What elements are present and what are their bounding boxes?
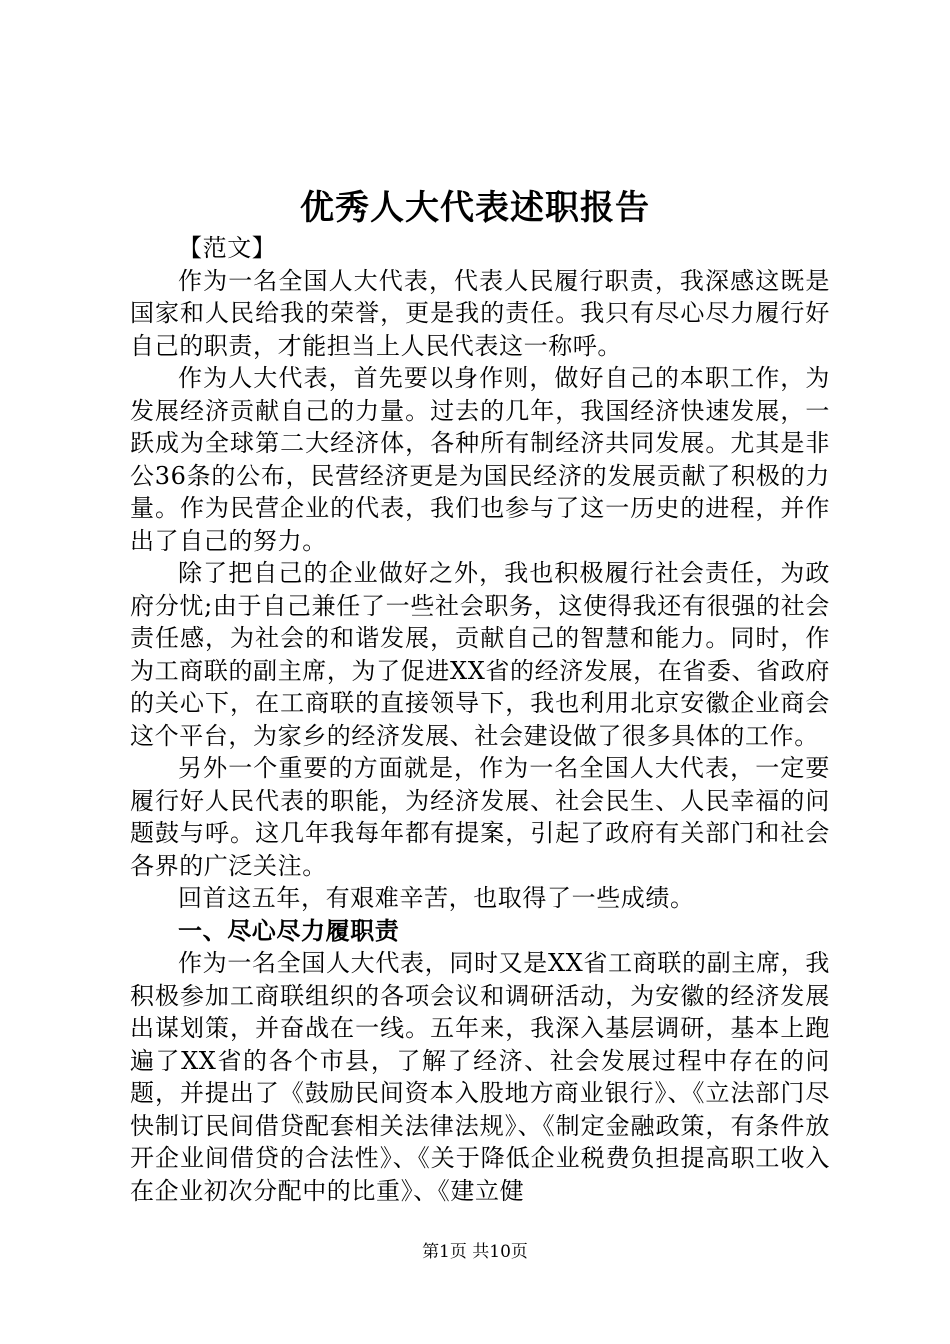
document-title: 优秀人大代表述职报告 xyxy=(300,188,650,228)
paragraph: 作为人大代表，首先要以身作则，做好自己的本职工作，为发展经济贡献自己的力量。过去的几年，我国经济快速发展，一跃成为全球第二大经济体，各种所有制经济共同发展。尤其是非公36条的公布，民营经济更是为国民经济的发展贡献了积极的力量。作为民营企业的代表，我们也参与了这一历史的进程，并作出了自己的努力。 xyxy=(130,364,830,555)
paragraph: 除了把自己的企业做好之外，我也积极履行社会责任，为政府分忧;由于自己兼任了一些社会职务，这使得我还有很强的社会责任感，为社会的和谐发展，贡献自己的智慧和能力。同时，作为工商联的副主席，为了促进XX省的经济发展，在省委、省政府的关心下，在工商联的直接领导下，我也利用北京安徽企业商会这个平台，为家乡的经济发展、社会建设做了很多具体的工作。 xyxy=(130,559,830,750)
page-number: 第1页 共10页 xyxy=(422,1242,528,1262)
paragraph: 作为一名全国人大代表，代表人民履行职责，我深感这既是国家和人民给我的荣誉，更是我的责任。我只有尽心尽力履行好自己的职责，才能担当上人民代表这一称呼。 xyxy=(130,266,830,360)
document-body xyxy=(130,232,830,1207)
section-heading: 一、尽心尽力履职责 xyxy=(178,915,400,945)
paragraph: 另外一个重要的方面就是，作为一名全国人大代表，一定要履行好人民代表的职能，为经济发展、社会民生、人民幸福的问题鼓与呼。这几年我每年都有提案，引起了政府有关部门和社会各界的广泛关注。 xyxy=(130,754,830,880)
paragraph: 回首这五年，有艰难辛苦，也取得了一些成绩。 xyxy=(178,884,695,912)
paragraph-label: 【范文】 xyxy=(178,234,277,262)
paragraph: 作为一名全国人大代表，同时又是XX省工商联的副主席，我积极参加工商联组织的各项会议和调研活动，为安徽的经济发展出谋划策，并奋战在一线。五年来，我深入基层调研，基本上跑遍了XX省的各个市县，了解了经济、社会发展过程中存在的问题，并提出了《鼓励民间资本入股地方商业银行》、《立法部门尽快制订民间借贷配套相关法律法规》、《制定金融政策，有条件放开企业间借贷的合法性》、《关于降低企业税费负担提高职工收入在企业初次分配中的比重》、《建立健 xyxy=(130,949,830,1205)
